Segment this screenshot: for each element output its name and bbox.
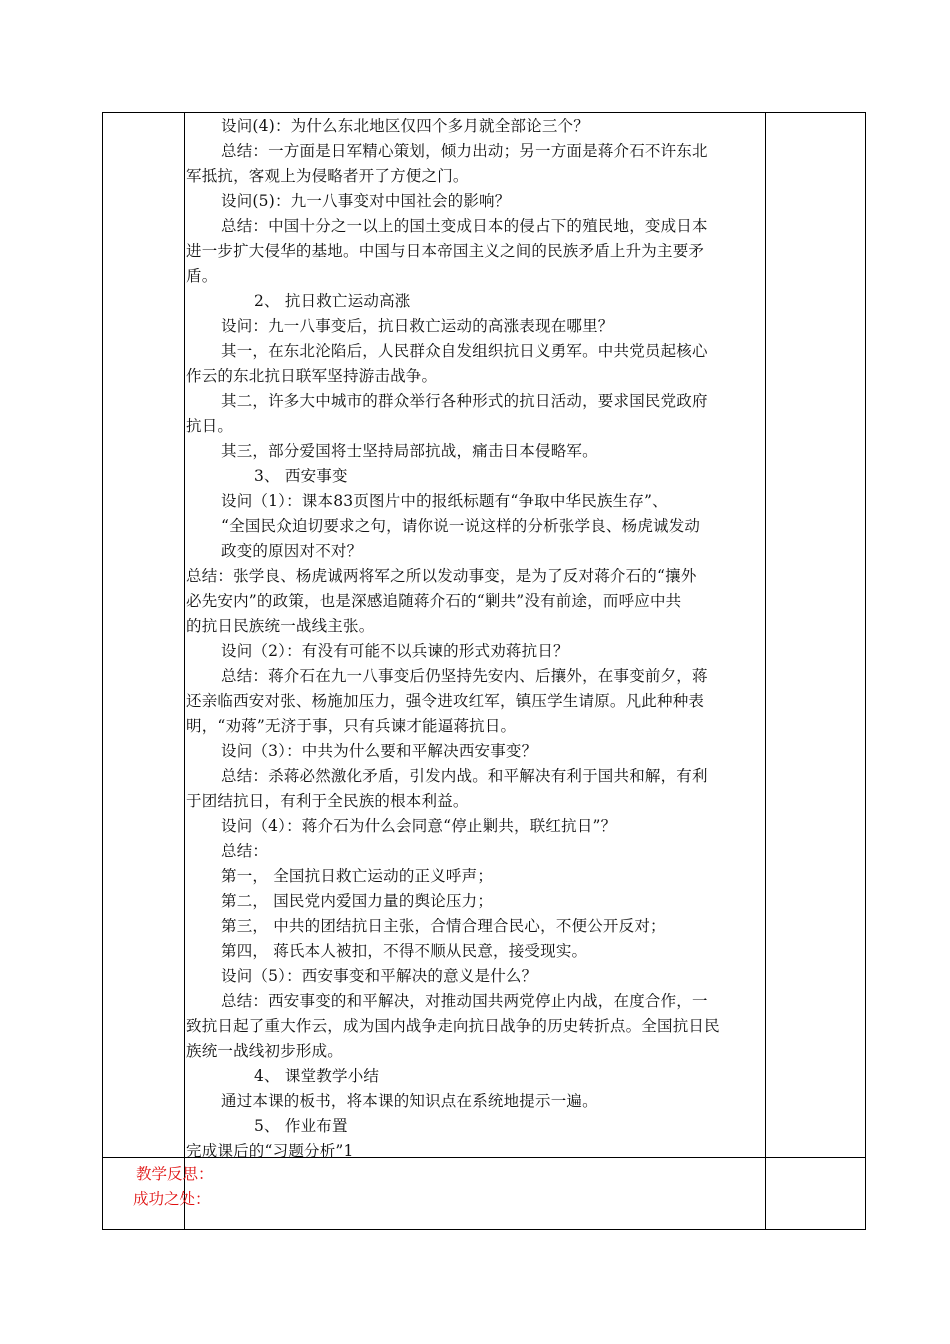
text-line: 总结：中国十分之一以上的国土变成日本的侵占下的殖民地，变成日本 bbox=[221, 217, 708, 235]
text-line: 设问(4)：为什么东北地区仅四个多月就全部论三个？ bbox=[221, 117, 589, 135]
text-line: 的抗日民族统一战线主张。 bbox=[186, 617, 375, 635]
reflection-success: 成功之处： bbox=[133, 1190, 211, 1208]
text-line: 必先安内”的政策，也是深感追随蒋介石的“剿共”没有前途，而呼应中共 bbox=[186, 592, 682, 610]
text-line: 总结：蒋介石在九一八事变后仍坚持先安内、后攘外，在事变前夕，蒋 bbox=[221, 667, 708, 685]
text-line: 总结：杀蒋必然激化矛盾，引发内战。和平解决有利于国共和解，有利 bbox=[221, 767, 708, 785]
section-heading: 5、 作业布置 bbox=[254, 1117, 348, 1135]
section-heading: 4、 课堂教学小结 bbox=[254, 1067, 380, 1085]
text-line: 设问（5）：西安事变和平解决的意义是什么？ bbox=[221, 967, 538, 985]
reflection-title: 教学反思： bbox=[136, 1165, 214, 1183]
text-line: 第二， 国民党内爱国力量的舆论压力； bbox=[221, 892, 494, 910]
text-line: 其二，许多大中城市的群众举行各种形式的抗日活动，要求国民党政府 bbox=[221, 392, 708, 410]
section-heading: 3、 西安事变 bbox=[254, 467, 348, 485]
text-line: 第四， 蒋氏本人被扣，不得不顺从民意，接受现实。 bbox=[221, 942, 588, 960]
text-line: 设问（2）：有没有可能不以兵谏的形式劝蒋抗日？ bbox=[221, 642, 569, 660]
text-line: 作云的东北抗日联军坚持游击战争。 bbox=[186, 367, 438, 385]
text-line: 进一步扩大侵华的基地。中国与日本帝国主义之间的民族矛盾上升为主要矛 bbox=[186, 242, 705, 260]
text-line: 设问(5)：九一八事变对中国社会的影响？ bbox=[221, 192, 511, 210]
text-line: 设问（4）：蒋介石为什么会同意“停止剿共，联红抗日”？ bbox=[221, 817, 617, 835]
text-line: 设问：九一八事变后，抗日救亡运动的高涨表现在哪里？ bbox=[221, 317, 614, 335]
text-line: 总结： bbox=[221, 842, 269, 860]
column-divider-left bbox=[184, 113, 185, 1229]
text-line: 族统一战线初步形成。 bbox=[186, 1042, 344, 1060]
text-line: “全国民众迫切要求之句，请你说一说这样的分析张学良、杨虎诚发动 bbox=[221, 517, 701, 535]
text-line: 其三，部分爱国将士坚持局部抗战，痛击日本侵略军。 bbox=[221, 442, 598, 460]
text-line: 军抵抗，客观上为侵略者开了方便之门。 bbox=[186, 167, 469, 185]
text-line: 总结：张学良、杨虎诚两将军之所以发动事变，是为了反对蒋介石的“攘外 bbox=[186, 567, 697, 585]
text-line: 其一，在东北沦陷后，人民群众自发组织抗日义勇军。中共党员起核心 bbox=[221, 342, 708, 360]
text-line: 盾。 bbox=[186, 267, 218, 285]
text-line: 完成课后的“习题分析”1 bbox=[186, 1142, 354, 1160]
section-heading: 2、 抗日救亡运动高涨 bbox=[254, 292, 411, 310]
text-line: 第一， 全国抗日救亡运动的正义呼声； bbox=[221, 867, 494, 885]
text-line: 还亲临西安对张、杨施加压力，强令进攻红军，镇压学生请原。凡此种种表 bbox=[186, 692, 705, 710]
text-line: 总结：西安事变的和平解决，对推动国共两党停止内战，在度合作，一 bbox=[221, 992, 708, 1010]
text-line: 抗日。 bbox=[186, 417, 234, 435]
text-line: 明，“劝蒋”无济于事，只有兵谏才能逼蒋抗日。 bbox=[186, 717, 517, 735]
text-line: 总结：一方面是日军精心策划，倾力出动；另一方面是蒋介石不许东北 bbox=[221, 142, 708, 160]
text-line: 于团结抗日，有利于全民族的根本利益。 bbox=[186, 792, 469, 810]
text-line: 设问（3）：中共为什么要和平解决西安事变？ bbox=[221, 742, 538, 760]
text-line: 第三， 中共的团结抗日主张，合情合理合民心，不便公开反对； bbox=[221, 917, 666, 935]
text-line: 致抗日起了重大作云，成为国内战争走向抗日战争的历史转折点。全国抗日民 bbox=[186, 1017, 720, 1035]
text-line: 设问（1）：课本83页图片中的报纸标题有“争取中华民族生存”、 bbox=[221, 492, 668, 510]
text-line: 通过本课的板书，将本课的知识点在系统地提示一遍。 bbox=[221, 1092, 598, 1110]
text-line: 政变的原因对不对？ bbox=[221, 542, 363, 560]
column-divider-right bbox=[765, 113, 766, 1229]
